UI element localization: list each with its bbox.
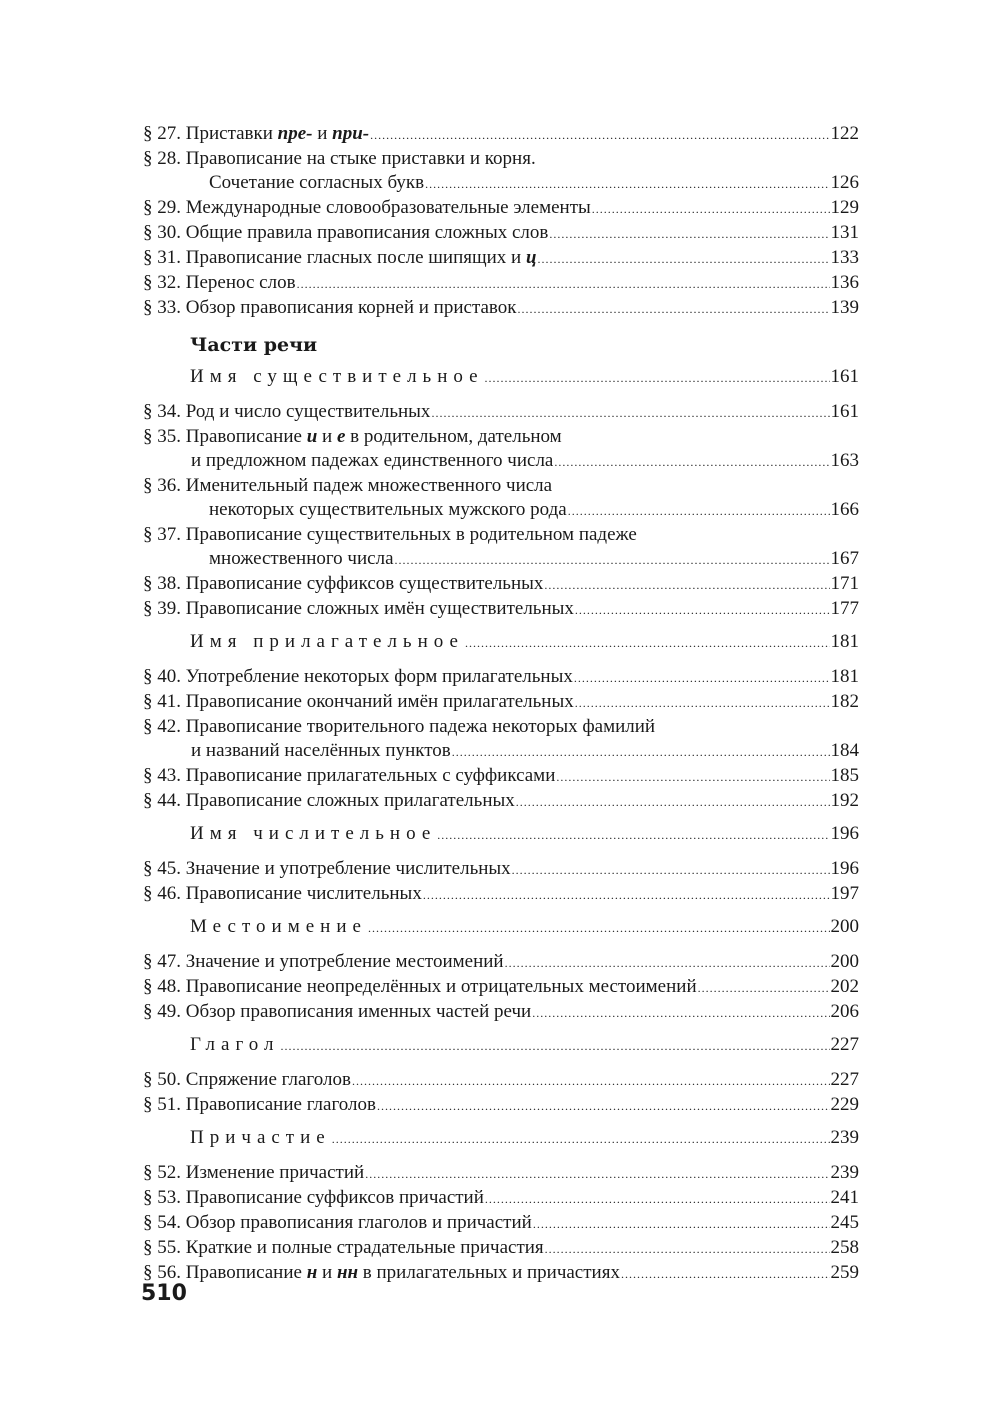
entry-text: в прилагательных и причастиях: [358, 1262, 620, 1283]
toc-entry-30[interactable]: [143, 221, 859, 246]
page-ref: 136: [830, 272, 859, 293]
dot-leader: [574, 666, 830, 690]
entry-text: § 30. Общие правила правописания сложных слов: [143, 222, 549, 243]
page-ref: 185: [830, 765, 859, 786]
entry-text: Сочетание согласных букв: [209, 172, 425, 193]
page-ref: 161: [830, 366, 859, 387]
page-ref: 202: [830, 976, 859, 997]
page-ref: 245: [830, 1212, 859, 1233]
page-ref: 133: [830, 247, 859, 268]
dot-leader: [452, 740, 830, 764]
entry-text: § 41. Правописание окончаний имён прилагательных: [143, 691, 574, 712]
table-of-contents: [143, 122, 859, 1286]
dot-leader: [575, 691, 830, 715]
entry-text: § 39. Правописание сложных имён существительных: [143, 598, 574, 619]
entry-text: § 56. Правописание: [143, 1262, 307, 1283]
dot-leader: [532, 1001, 829, 1025]
dot-leader: [518, 297, 830, 321]
dot-leader: [485, 1187, 830, 1211]
entry-text: § 48. Правописание неопределённых и отрицательных местоимений: [143, 976, 697, 997]
entry-text: § 44. Правописание сложных прилагательных: [143, 790, 515, 811]
page-ref: 239: [830, 1127, 859, 1148]
toc-entry-36-line1[interactable]: § 36. Именительный падеж множественного числа: [143, 475, 553, 496]
toc-entry-38[interactable]: [143, 572, 859, 597]
entry-text: и предложном падежах единственного числа: [191, 450, 554, 471]
dot-leader: [516, 790, 830, 814]
dot-leader: [425, 172, 829, 196]
entry-text: и: [317, 1262, 337, 1283]
toc-entry-39[interactable]: [143, 597, 859, 622]
toc-entry-54[interactable]: [143, 1211, 859, 1236]
entry-emphasis: ц: [525, 247, 537, 268]
entry-emphasis: и: [306, 426, 318, 447]
section-title: Имя прилагательное: [190, 631, 464, 652]
section-numeral[interactable]: [143, 822, 859, 847]
entry-text: множественного числа: [209, 548, 394, 569]
entry-text: § 55. Краткие и полные страдательные причастия: [143, 1237, 544, 1258]
page-ref: 239: [830, 1162, 859, 1183]
entry-emphasis: нн: [336, 1262, 359, 1283]
section-adjective[interactable]: [143, 630, 859, 655]
dot-leader: [698, 976, 830, 1000]
entry-text: § 46. Правописание числительных: [143, 883, 422, 904]
page-ref: 196: [830, 858, 859, 879]
toc-entry-41[interactable]: [143, 690, 859, 715]
dot-leader: [465, 631, 830, 655]
entry-text: некоторых существительных мужского рода: [209, 499, 567, 520]
entry-text: § 54. Обзор правописания глаголов и причастий: [143, 1212, 532, 1233]
entry-text: § 45. Значение и употребление числительных: [143, 858, 511, 879]
dot-leader: [437, 823, 829, 847]
section-pronoun[interactable]: [143, 915, 859, 940]
entry-text: и названий населённых пунктов: [191, 740, 451, 761]
entry-text: § 34. Род и число существительных: [143, 401, 431, 422]
entry-text: § 31. Правописание гласных после шипящих и: [143, 247, 526, 268]
section-noun[interactable]: [143, 365, 859, 390]
toc-entry-55[interactable]: [143, 1236, 859, 1261]
dot-leader: [549, 222, 829, 246]
section-verb[interactable]: [143, 1033, 859, 1058]
entry-text: § 51. Правописание глаголов: [143, 1094, 376, 1115]
entry-text: § 52. Изменение причастий: [143, 1162, 365, 1183]
toc-entry-40[interactable]: [143, 665, 859, 690]
page-ref: 227: [830, 1069, 859, 1090]
dot-leader: [538, 247, 830, 271]
dot-leader: [395, 548, 830, 572]
entry-text: и: [312, 123, 333, 144]
page-ref: 206: [830, 1001, 859, 1022]
page-ref: 200: [830, 951, 859, 972]
dot-leader: [485, 366, 830, 390]
dot-leader: [556, 765, 829, 789]
page-ref: 181: [830, 666, 859, 687]
page-ref: 129: [830, 197, 859, 218]
page-ref: 200: [830, 916, 859, 937]
entry-text: и: [317, 426, 337, 447]
toc-entry-36[interactable]: [143, 498, 859, 523]
dot-leader: [545, 1237, 830, 1261]
toc-entry-44[interactable]: [143, 789, 859, 814]
page-ref: 258: [830, 1237, 859, 1258]
dot-leader: [423, 883, 830, 907]
section-title: Местоимение: [190, 916, 367, 937]
toc-entry-42-line1[interactable]: § 42. Правописание творительного падежа некоторых фамилий: [143, 716, 656, 737]
toc-entry-27[interactable]: [143, 122, 859, 147]
toc-entry-29[interactable]: [143, 196, 859, 221]
dot-leader: [592, 197, 830, 221]
page-ref: 241: [830, 1187, 859, 1208]
section-participle[interactable]: [143, 1126, 859, 1151]
toc-entry-42[interactable]: [143, 739, 859, 764]
dot-leader: [533, 1212, 830, 1236]
entry-text: § 49. Обзор правописания именных частей речи: [143, 1001, 532, 1022]
dot-leader: [368, 916, 830, 940]
page-ref: 166: [830, 499, 859, 520]
entry-text: § 35. Правописание: [143, 426, 307, 447]
page-ref: 161: [830, 401, 859, 422]
dot-leader: [377, 1094, 830, 1118]
section-title: Глагол: [190, 1034, 280, 1055]
entry-text: в родительном, дательном: [345, 426, 562, 447]
toc-entry-34[interactable]: [143, 400, 859, 425]
dot-leader: [352, 1069, 830, 1093]
page-ref: 182: [830, 691, 859, 712]
toc-entry-37[interactable]: [143, 547, 859, 572]
dot-leader: [512, 858, 830, 882]
page-ref: 227: [830, 1034, 859, 1055]
entry-text: § 33. Обзор правописания корней и приставок: [143, 297, 517, 318]
section-title: Имя существительное: [190, 366, 484, 387]
page-ref: 167: [830, 548, 859, 569]
toc-entry-32[interactable]: [143, 271, 859, 296]
entry-text: § 50. Спряжение глаголов: [143, 1069, 351, 1090]
toc-entry-56[interactable]: [143, 1261, 859, 1286]
dot-leader: [568, 499, 830, 523]
entry-emphasis: е: [336, 426, 346, 447]
entry-emphasis: при-: [332, 123, 370, 144]
dot-leader: [505, 951, 830, 975]
dot-leader: [332, 1127, 830, 1151]
page-ref: 196: [830, 823, 859, 844]
toc-entry-46[interactable]: [143, 882, 859, 907]
toc-entry-37-line1[interactable]: § 37. Правописание существительных в родительном падеже: [143, 524, 637, 545]
page-ref: 259: [830, 1262, 859, 1283]
page-ref: 163: [830, 450, 859, 471]
entry-text: § 38. Правописание суффиксов существительных: [143, 573, 544, 594]
entry-text: § 29. Международные словообразовательные элементы: [143, 197, 591, 218]
page-ref: 197: [830, 883, 859, 904]
toc-entry-49[interactable]: [143, 1000, 859, 1025]
toc-entry-48[interactable]: [143, 975, 859, 1000]
page-ref: 131: [830, 222, 859, 243]
section-title: Причастие: [190, 1127, 331, 1148]
toc-entry-33[interactable]: [143, 296, 859, 321]
entry-text: § 43. Правописание прилагательных с суффиксами: [143, 765, 556, 786]
entry-text: § 47. Значение и употребление местоимений: [143, 951, 504, 972]
toc-entry-43[interactable]: [143, 764, 859, 789]
page-ref: 139: [830, 297, 859, 318]
page-ref: 122: [830, 123, 859, 144]
page-ref: 184: [830, 740, 859, 761]
entry-emphasis: пре-: [277, 123, 313, 144]
page-ref: 181: [830, 631, 859, 652]
entry-text: § 53. Правописание суффиксов причастий: [143, 1187, 484, 1208]
dot-leader: [554, 450, 829, 474]
entry-emphasis: н: [306, 1262, 318, 1283]
section-title: Имя числительное: [190, 823, 437, 844]
page-ref: 171: [830, 573, 859, 594]
toc-entry-35[interactable]: [143, 449, 859, 474]
entry-text: § 27. Приставки: [143, 123, 278, 144]
dot-leader: [370, 123, 829, 147]
entry-text: § 32. Перенос слов: [143, 272, 296, 293]
toc-entry-35-line1[interactable]: [143, 425, 859, 449]
toc-entry-53[interactable]: [143, 1186, 859, 1211]
toc-entry-45[interactable]: [143, 857, 859, 882]
page-ref: 192: [830, 790, 859, 811]
dot-leader: [297, 272, 830, 296]
toc-entry-50[interactable]: [143, 1068, 859, 1093]
toc-entry-28[interactable]: [143, 171, 859, 196]
page-ref: 229: [830, 1094, 859, 1115]
toc-entry-52[interactable]: [143, 1161, 859, 1186]
dot-leader: [621, 1262, 830, 1286]
toc-entry-28-line1[interactable]: § 28. Правописание на стыке приставки и корня.: [143, 148, 536, 169]
toc-entry-51[interactable]: [143, 1093, 859, 1118]
dot-leader: [575, 598, 830, 622]
chapter-heading: Части речи: [190, 334, 318, 356]
entry-text: § 40. Употребление некоторых форм прилагательных: [143, 666, 573, 687]
page-ref: 177: [830, 598, 859, 619]
toc-entry-47[interactable]: [143, 950, 859, 975]
dot-leader: [431, 401, 829, 425]
page-ref: 126: [830, 172, 859, 193]
dot-leader: [281, 1034, 830, 1058]
dot-leader: [365, 1162, 829, 1186]
toc-entry-31[interactable]: [143, 246, 859, 271]
dot-leader: [544, 573, 829, 597]
page-number: 510: [141, 1281, 187, 1306]
